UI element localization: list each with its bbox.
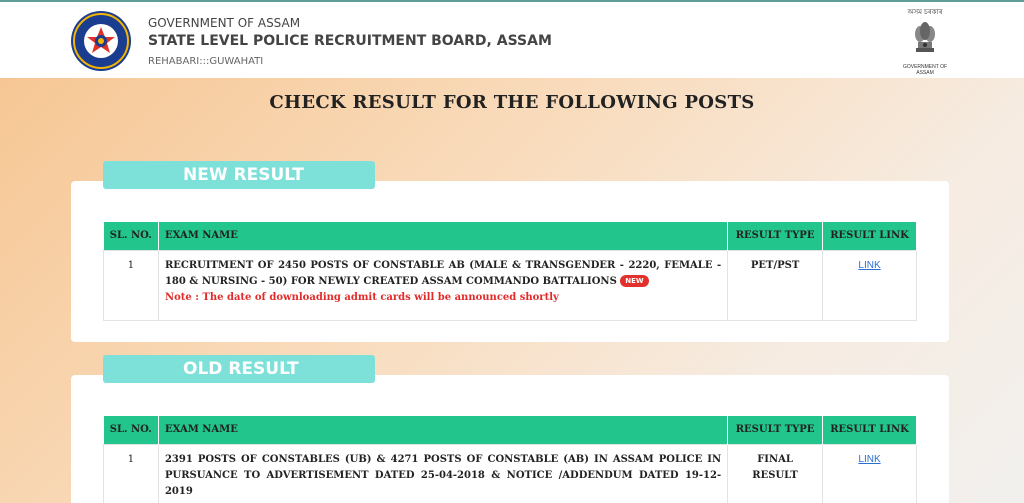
exam-title: 2391 POSTS OF CONSTABLES (UB) & 4271 POSTS OF CONSTABLE (AB) IN ASSAM POLICE IN PURSUANCE TO ADVERTISEMENT DATED 25-04-2018 & NOTICE /ADDENDUM DATED 19-12-2019 [164,453,722,497]
header-exam-name: EXAM NAME [158,222,727,250]
header-sl-no: SL. NO. [104,416,159,444]
row-result-type: PET/PST [728,250,823,320]
table-row [104,444,917,503]
new-result-table [103,222,917,321]
page-title: CHECK RESULT FOR THE FOLLOWING POSTS [269,92,755,113]
old-result-table [103,416,917,503]
header-result-link: RESULT LINK [823,416,917,444]
old-result-heading: OLD RESULT [103,355,375,383]
row-exam-name [158,444,727,503]
row-result-link-cell [823,444,917,503]
header-result-link: RESULT LINK [823,222,917,250]
table-header-row [104,416,917,444]
new-result-heading: NEW RESULT [103,161,375,189]
header-exam-name: EXAM NAME [158,416,727,444]
org-line-board: STATE LEVEL POLICE RECRUITMENT BOARD, ASSAM [148,33,552,49]
header-result-type: RESULT TYPE [728,416,823,444]
org-line-location: REHABARI:::GUWAHATI [148,56,264,67]
government-emblem [895,6,955,76]
exam-title: RECRUITMENT OF 2450 POSTS OF CONSTABLE AB (MALE & TRANSGENDER - 2220, FEMALE - 180 & NURSING - 50) FOR NEWLY CREATED ASSAM COMMANDO BATTALIONS [164,259,722,287]
emblem-english-text: GOVERNMENT OF ASSAM [902,64,948,76]
row-sl-no: 1 [104,250,159,320]
row-result-type: FINAL RESULT [728,444,823,503]
new-badge: NEW [620,275,648,287]
site-header [0,2,1024,78]
emblem-assamese-text: অসম চৰকাৰ [907,9,943,16]
table-header-row [104,222,917,250]
header-result-type: RESULT TYPE [728,222,823,250]
assam-police-logo-icon[interactable] [70,10,132,72]
ashoka-emblem-icon [910,18,940,58]
table-row [104,250,917,320]
row-result-link-cell [823,250,917,320]
exam-note: Note : The date of downloading admit cards will be announced shortly [164,291,559,303]
row-sl-no: 1 [104,444,159,503]
org-line-government: GOVERNMENT OF ASSAM [148,16,301,30]
row-exam-name [158,250,727,320]
header-sl-no: SL. NO. [104,222,159,250]
result-link[interactable]: LINK [858,453,881,465]
result-link[interactable]: LINK [858,259,881,271]
